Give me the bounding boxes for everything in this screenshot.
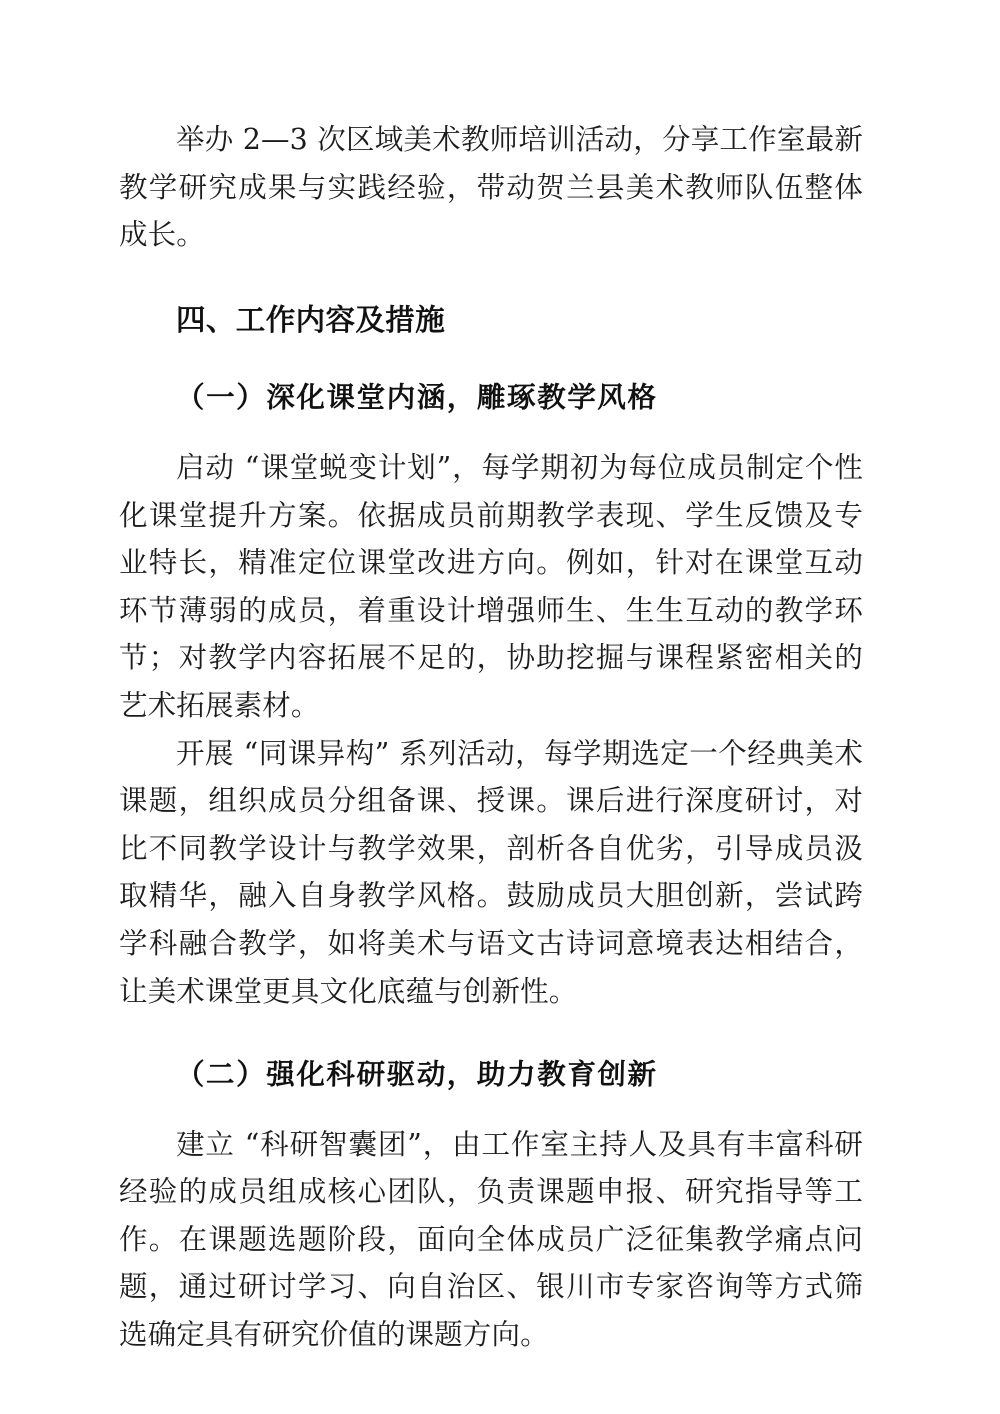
paragraph-intro: 举办 2—3 次区域美术教师培训活动，分享工作室最新教学研究成果与实践经验，带动贺兰县美术教师队伍整体成长。: [119, 123, 863, 252]
subsection-heading-two: （二）强化科研驱动，助力教育创新: [175, 1057, 658, 1092]
paragraph-2-1: 建立 “科研智囊团”，由工作室主持人及具有丰富科研经验的成员组成核心团队，负责课题申报、研究指导等工作。在课题选题阶段，面向全体成员广泛征集教学痛点问题，通过研讨学习、向自治区、银川市专家咨询等方式筛选确定具有研究价值的课题方向。: [119, 1127, 863, 1352]
spacer-after-subsection-heading-one: [119, 422, 863, 444]
section-heading-four: 四、工作内容及措施: [176, 302, 446, 337]
spacer-before-subsection-heading-two: [119, 1015, 863, 1051]
spacer-after-section-heading: [119, 344, 863, 374]
subsection-heading-one: （一）深化课堂内涵，雕琢教学风格: [175, 380, 658, 415]
document-body: [119, 116, 863, 1359]
paragraph-1-2: 开展 “同课异构” 系列活动，每学期选定一个经典美术课题，组织成员分组备课、授课。课后进行深度研讨，对比不同教学设计与教学效果，剖析各自优劣，引导成员汲取精华，融入自身教学风格。鼓励成员大胆创新，尝试跨学科融合教学，如将美术与语文古诗词意境表达相结合，让美术课堂更具文化底蕴与创新性。: [119, 736, 863, 1008]
spacer-after-subsection-heading-two: [119, 1099, 863, 1121]
paragraph-1-1: 启动 “课堂蜕变计划”，每学期初为每位成员制定个性化课堂提升方案。依据成员前期教学表现、学生反馈及专业特长，精准定位课堂改进方向。例如，针对在课堂互动环节薄弱的成员，着重设计增强师生、生生互动的教学环节；对教学内容拓展不足的，协助挖掘与课程紧密相关的艺术拓展素材。: [119, 450, 863, 722]
spacer-before-section-heading: [119, 259, 863, 297]
